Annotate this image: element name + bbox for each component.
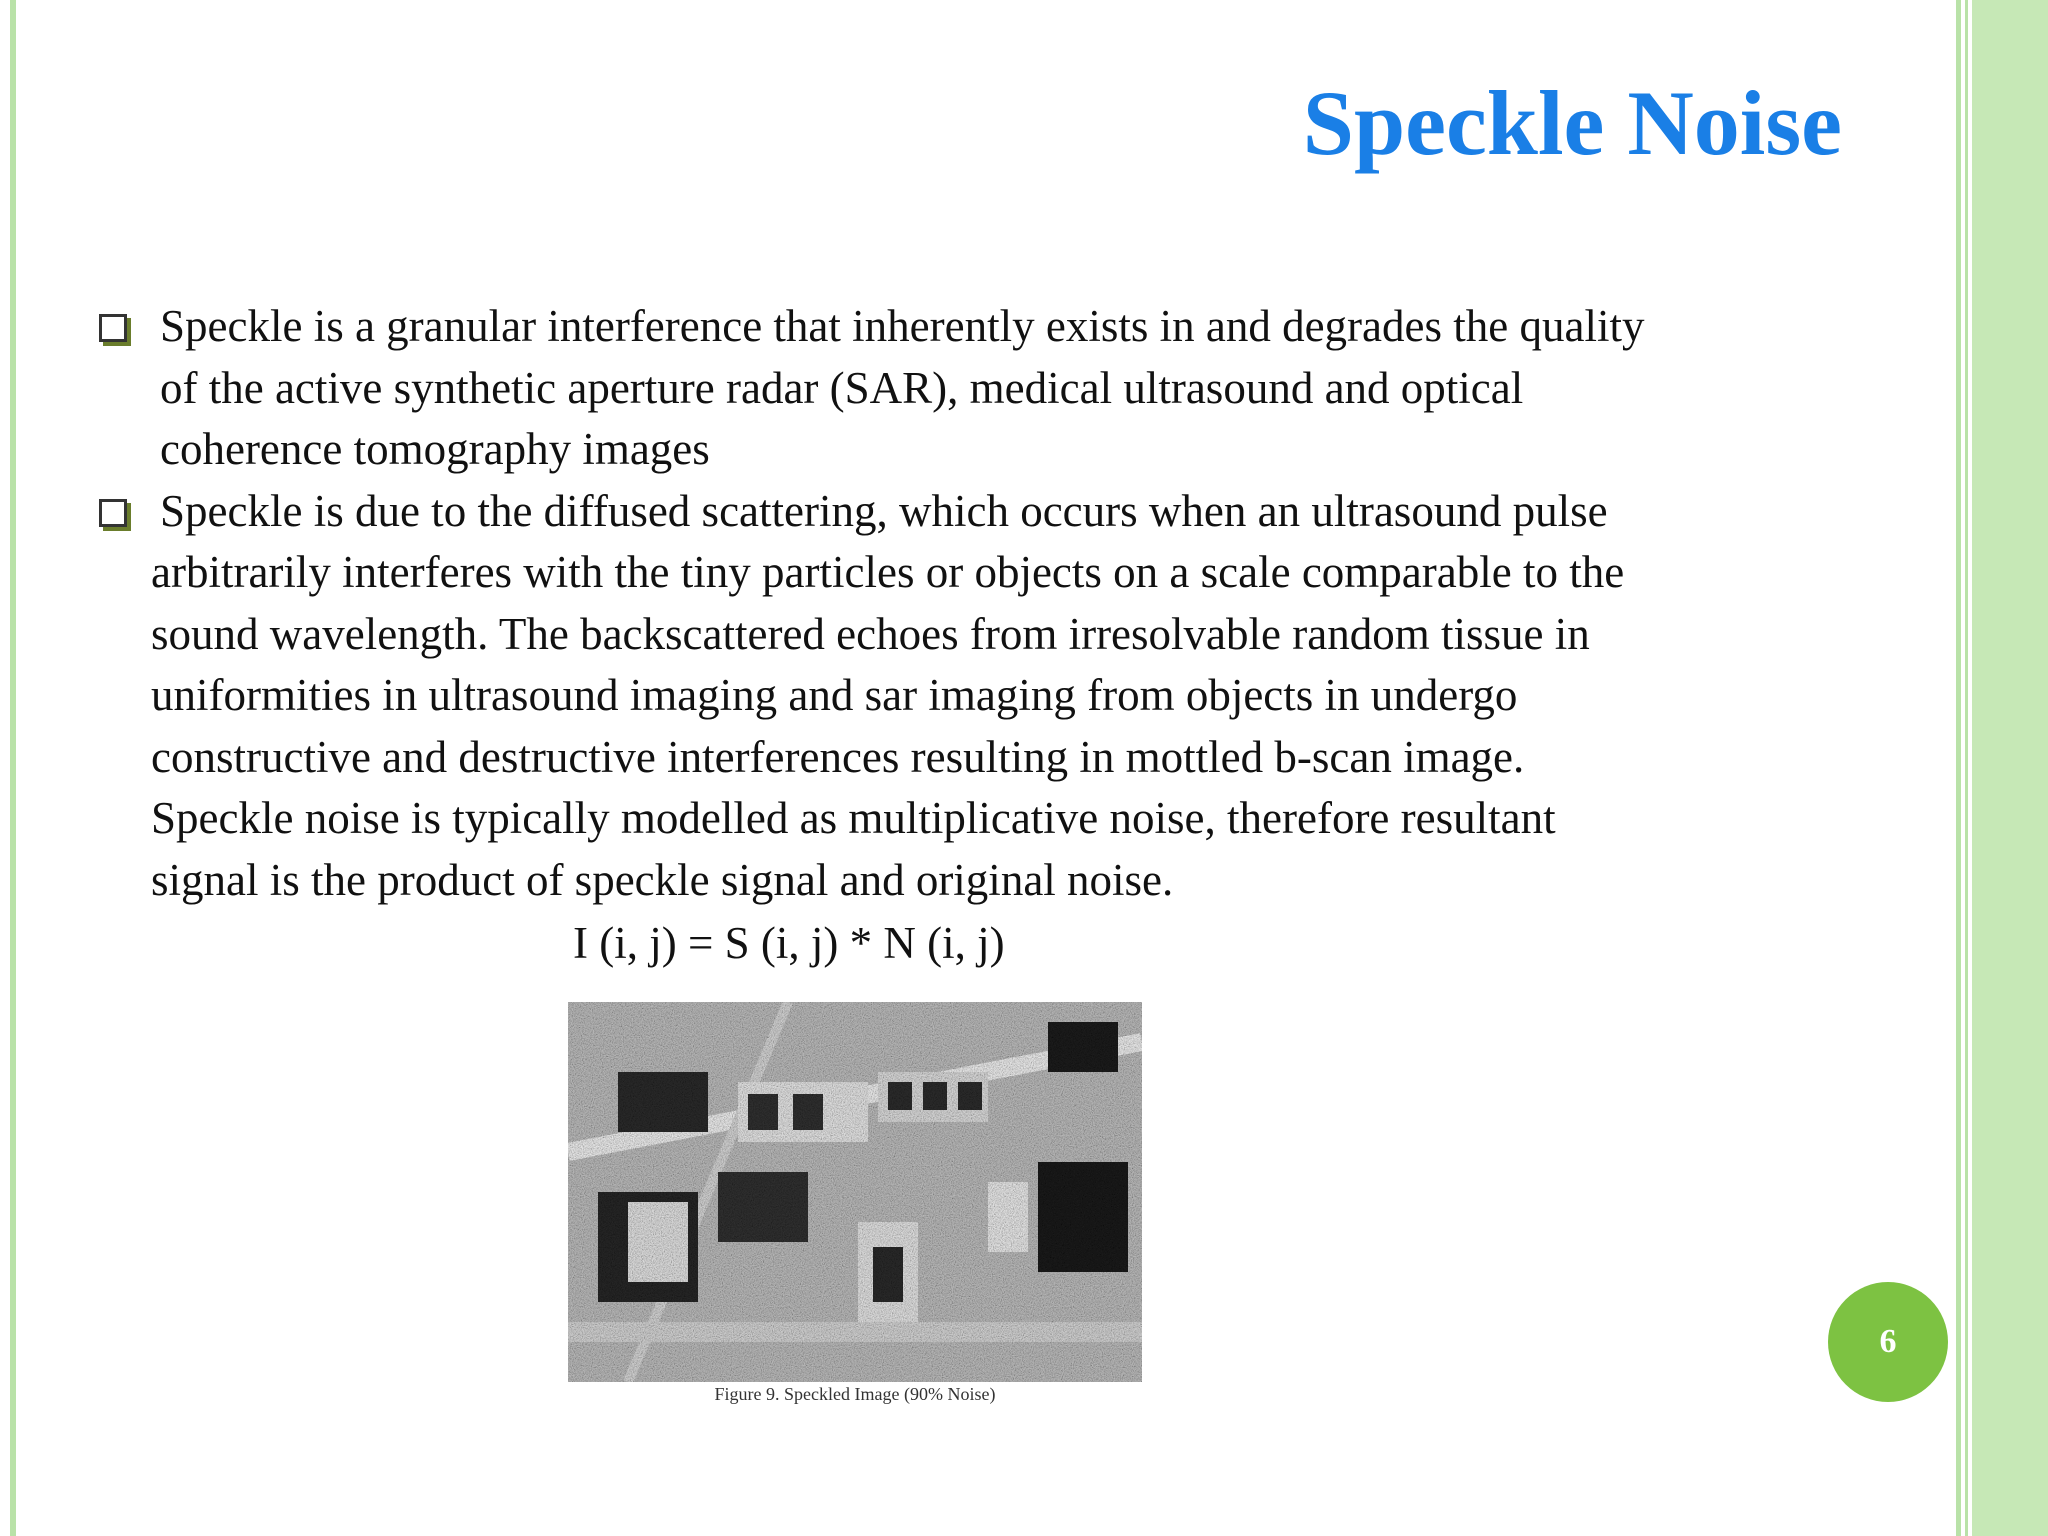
bullet-line: coherence tomography images: [160, 424, 710, 474]
bullet-item: [95, 481, 1895, 912]
figure-caption: Figure 9. Speckled Image (90% Noise): [714, 1384, 996, 1404]
bullet-list: [95, 296, 1895, 911]
right-border-rule-inner: [1965, 0, 1968, 1536]
page-number-badge: 6: [1828, 1282, 1948, 1402]
slide-title: Speckle Noise: [1302, 72, 1842, 174]
bullet-line: constructive and destructive interferences resulting in mottled b-scan image.: [151, 731, 1525, 782]
checkbox-bullet-icon: [99, 499, 127, 527]
speckled-image: [568, 1002, 1142, 1382]
bullet-item: [95, 296, 1895, 481]
bullet-line: arbitrarily interferes with the tiny particles or objects on a scale comparable to the: [151, 547, 1625, 597]
bullet-line: Speckle noise is typically modelled as multiplicative noise, therefore resultant: [151, 793, 1556, 843]
right-border-rule: [1956, 0, 1961, 1536]
bullet-line: uniformities in ultrasound imaging and sar imaging from objects in undergo: [151, 670, 1518, 720]
right-border-band: [1972, 0, 2048, 1536]
equation: I (i, j) = S (i, j) * N (i, j): [573, 918, 1005, 968]
bullet-line: sound wavelength. The backscattered echoes from irresolvable random tissue in: [151, 608, 1590, 659]
bullet-line: of the active synthetic aperture radar (SAR), medical ultrasound and optical: [160, 362, 1524, 413]
bullet-line: Speckle is due to the diffused scattering, which occurs when an ultrasound pulse: [160, 485, 1608, 536]
bullet-line: Speckle is a granular interference that inherently exists in and degrades the quality: [160, 301, 1645, 351]
left-border-rule: [10, 0, 16, 1536]
bullet-line: signal is the product of speckle signal and original noise.: [151, 854, 1174, 905]
checkbox-bullet-icon: [99, 314, 127, 342]
speckled-image-figure: [568, 1002, 1142, 1382]
